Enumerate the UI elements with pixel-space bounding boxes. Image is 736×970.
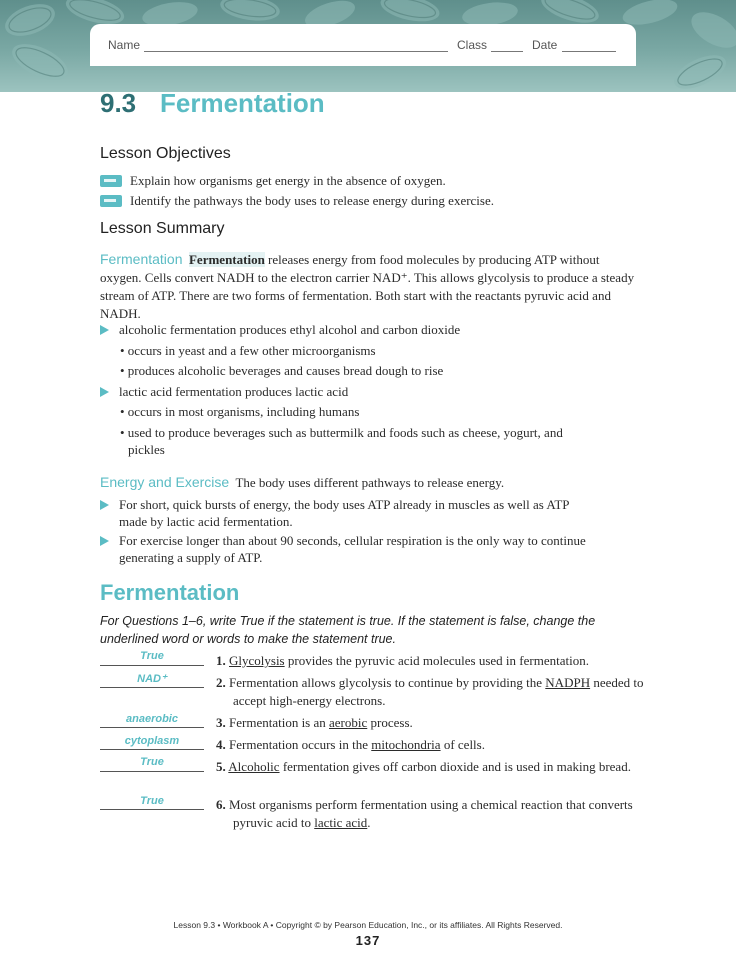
class-field[interactable] bbox=[491, 51, 523, 52]
triangle-bullet-icon bbox=[100, 387, 109, 397]
question-number: 2. bbox=[216, 675, 226, 690]
energy-point-2-l2: generating a supply of ATP. bbox=[119, 550, 263, 565]
header-banner bbox=[0, 0, 736, 92]
copyright-footer: Lesson 9.3 • Workbook A • Copyright © by Pearson Education, Inc., or its affiliates. All Rights Reserved. bbox=[173, 920, 563, 930]
instructions-line-1: For Questions 1–6, write True if the statement is true. If the statement is false, change the bbox=[100, 614, 596, 628]
alcoholic-bullet-2: • produces alcoholic beverages and causes bread dough to rise bbox=[120, 363, 444, 378]
answer-line-4[interactable] bbox=[100, 749, 204, 750]
question-number: 3. bbox=[216, 715, 226, 730]
answer-4: cytoplasm bbox=[124, 735, 180, 747]
question-6 bbox=[216, 796, 646, 832]
date-field[interactable] bbox=[562, 51, 616, 52]
fermentation-summary bbox=[100, 250, 640, 323]
underlined-term: NADPH bbox=[545, 675, 591, 690]
lactic-bullet-2: • used to produce beverages such as buttermilk and foods such as cheese, yogurt, and bbox=[120, 425, 563, 440]
triangle-bullet-icon bbox=[100, 536, 109, 546]
question-text-post: . bbox=[367, 815, 371, 830]
answer-line-6[interactable] bbox=[100, 809, 204, 810]
question-text-pre: Fermentation occurs in the bbox=[229, 737, 372, 752]
question-text-pre: Fermentation allows glycolysis to continue by providing the bbox=[229, 675, 546, 690]
question-text-post: of cells. bbox=[440, 737, 485, 752]
question-text-post: fermentation gives off carbon dioxide and is used in making bread. bbox=[279, 759, 631, 774]
lactic-bullet-2-cont: pickles bbox=[128, 442, 165, 457]
triangle-bullet-icon bbox=[100, 500, 109, 510]
objective-text: Explain how organisms get energy in the absence of oxygen. bbox=[130, 173, 446, 188]
answer-line-2[interactable] bbox=[100, 687, 204, 688]
answer-5: True bbox=[140, 756, 164, 768]
triangle-bullet-icon bbox=[100, 325, 109, 335]
page-title: Fermentation bbox=[160, 88, 325, 118]
date-label: Date bbox=[532, 38, 558, 52]
name-field[interactable] bbox=[144, 51, 448, 52]
question-4 bbox=[216, 736, 646, 754]
fermentation-subhead: Fermentation bbox=[100, 251, 183, 267]
underlined-term: Glycolysis bbox=[229, 653, 285, 668]
fermentation-intro: releases energy from food molecules by producing ATP without oxygen. Cells convert NADH to the electron carrier NAD⁺. This allows glycolysis to produce a steady stream of ATP. There are two forms of fermentation. Both start with the reactants pyruvic acid and NADH. bbox=[100, 252, 635, 321]
question-number: 6. bbox=[216, 797, 226, 812]
energy-intro: The body uses different pathways to release energy. bbox=[235, 475, 505, 490]
summary-heading: Lesson Summary bbox=[100, 220, 225, 237]
question-number: 4. bbox=[216, 737, 226, 752]
question-1 bbox=[216, 652, 646, 670]
answer-6: True bbox=[140, 795, 164, 807]
question-3 bbox=[216, 714, 646, 732]
objectives-heading: Lesson Objectives bbox=[100, 145, 231, 162]
question-text-post: needed to accept high-energy electrons. bbox=[233, 675, 644, 708]
objective-text: Identify the pathways the body uses to release energy during exercise. bbox=[130, 193, 494, 208]
answer-line-3[interactable] bbox=[100, 727, 204, 728]
underlined-term: lactic acid bbox=[314, 815, 368, 830]
page-number: 137 bbox=[355, 933, 381, 948]
objective-icon bbox=[100, 175, 122, 187]
answer-1: True bbox=[140, 650, 164, 662]
exercise-title: Fermentation bbox=[100, 580, 240, 605]
fermentation-keyword: Fermentation bbox=[188, 252, 265, 267]
lesson-number: 9.3 bbox=[100, 88, 137, 118]
lactic-bullet-1: • occurs in most organisms, including humans bbox=[120, 404, 360, 419]
answer-line-5[interactable] bbox=[100, 771, 204, 772]
question-number: 5. bbox=[216, 759, 226, 774]
answer-2: NAD⁺ bbox=[137, 673, 167, 685]
question-text-pre: Most organisms perform fermentation using a chemical reaction that converts pyruvic acid to bbox=[229, 797, 633, 830]
name-label: Name bbox=[108, 38, 141, 52]
underlined-term: mitochondria bbox=[371, 737, 441, 752]
question-2 bbox=[216, 674, 646, 710]
question-number: 1. bbox=[216, 653, 226, 668]
answer-3: anaerobic bbox=[126, 713, 178, 725]
energy-point-1-l1: For short, quick bursts of energy, the body uses ATP already in muscles as well as ATP bbox=[119, 497, 570, 512]
objective-icon bbox=[100, 195, 122, 207]
question-5 bbox=[216, 758, 646, 776]
question-text-pre: Fermentation is an bbox=[229, 715, 330, 730]
name-class-date-bar bbox=[90, 24, 636, 66]
exercise-instructions bbox=[100, 612, 640, 648]
lactic-text: lactic acid fermentation produces lactic acid bbox=[119, 384, 349, 399]
energy-subhead: Energy and Exercise bbox=[100, 474, 230, 490]
energy-point-1-l2: made by lactic acid fermentation. bbox=[119, 514, 293, 529]
underlined-term: Alcoholic bbox=[228, 759, 280, 774]
question-text-post: provides the pyruvic acid molecules used in fermentation. bbox=[284, 653, 589, 668]
alcoholic-text: alcoholic fermentation produces ethyl alcohol and carbon dioxide bbox=[119, 322, 461, 337]
answer-line-1[interactable] bbox=[100, 665, 204, 666]
underlined-term: aerobic bbox=[329, 715, 368, 730]
question-text-post: process. bbox=[367, 715, 413, 730]
class-label: Class bbox=[457, 38, 488, 52]
instructions-line-2: underlined word or words to make the statement true. bbox=[100, 632, 396, 646]
energy-summary bbox=[100, 473, 640, 492]
alcoholic-bullet-1: • occurs in yeast and a few other microorganisms bbox=[120, 343, 376, 358]
energy-point-2-l1: For exercise longer than about 90 seconds, cellular respiration is the only way to continue bbox=[119, 533, 586, 548]
